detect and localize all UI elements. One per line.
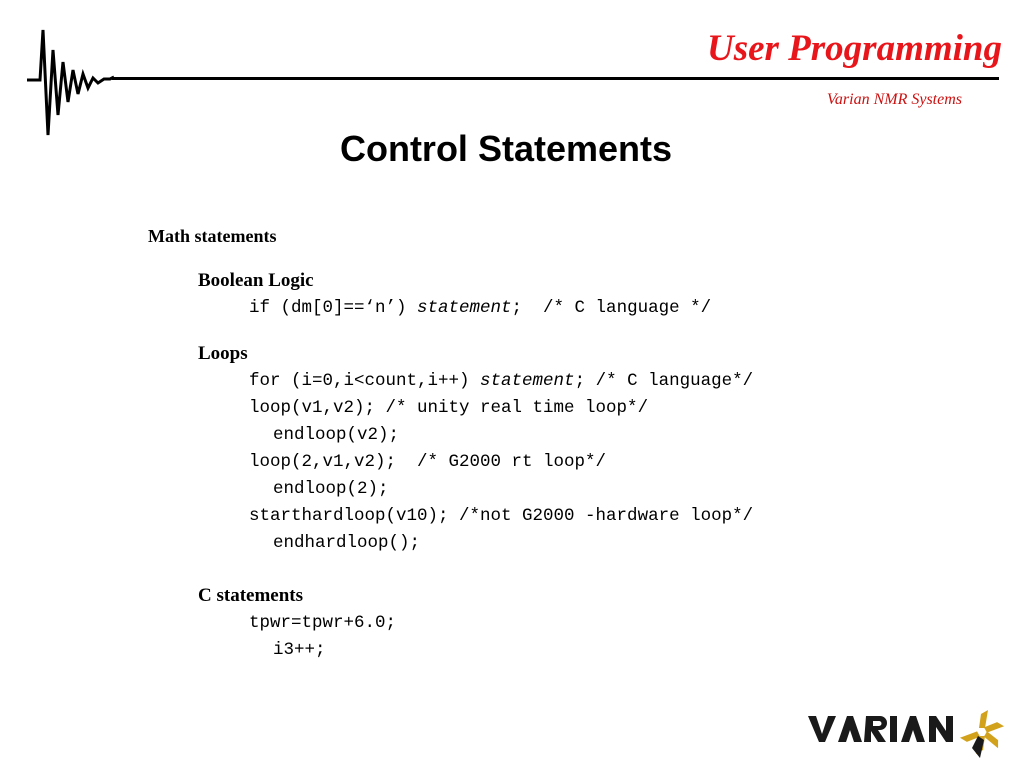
loops-for-code: for (i=0,i<count,i++): [249, 371, 481, 391]
loops-for-comment: ; /* C language*/: [574, 371, 754, 391]
header-subtitle: Varian NMR Systems: [826, 91, 962, 108]
loops-for-statement: statement: [480, 371, 575, 391]
math-statements-label: Math statements: [148, 226, 277, 246]
header-title: User Programming: [706, 28, 1002, 69]
varian-star-icon: [960, 710, 1004, 758]
boolean-comment: ; /* C language */: [511, 298, 712, 318]
loops-line-2: loop(v1,v2); /* unity real time loop*/: [249, 398, 649, 418]
loops-heading: Loops: [198, 343, 248, 364]
boolean-statement: statement: [417, 298, 512, 318]
fid-signal-icon: [22, 20, 122, 140]
loops-line-7: endhardloop();: [273, 533, 421, 553]
c-line-1: tpwr=tpwr+6.0;: [249, 613, 397, 633]
varian-wordmark: [808, 716, 953, 742]
loops-line-5: endloop(2);: [273, 479, 389, 499]
loops-for-line: [249, 373, 753, 391]
boolean-code-line: [249, 300, 711, 318]
loops-line-6: starthardloop(v10); /*not G2000 -hardware loop*/: [249, 506, 754, 526]
header-rule: [112, 77, 999, 80]
loops-line-3: endloop(v2);: [273, 425, 400, 445]
varian-logo: [808, 704, 1008, 764]
slide-title: Control Statements: [339, 128, 673, 169]
c-statements-heading: C statements: [198, 585, 304, 606]
loops-line-4: loop(2,v1,v2); /* G2000 rt loop*/: [249, 452, 607, 472]
boolean-code: if (dm[0]==‘n’): [249, 298, 418, 318]
boolean-logic-heading: Boolean Logic: [198, 270, 314, 291]
c-line-2: i3++;: [273, 640, 326, 660]
